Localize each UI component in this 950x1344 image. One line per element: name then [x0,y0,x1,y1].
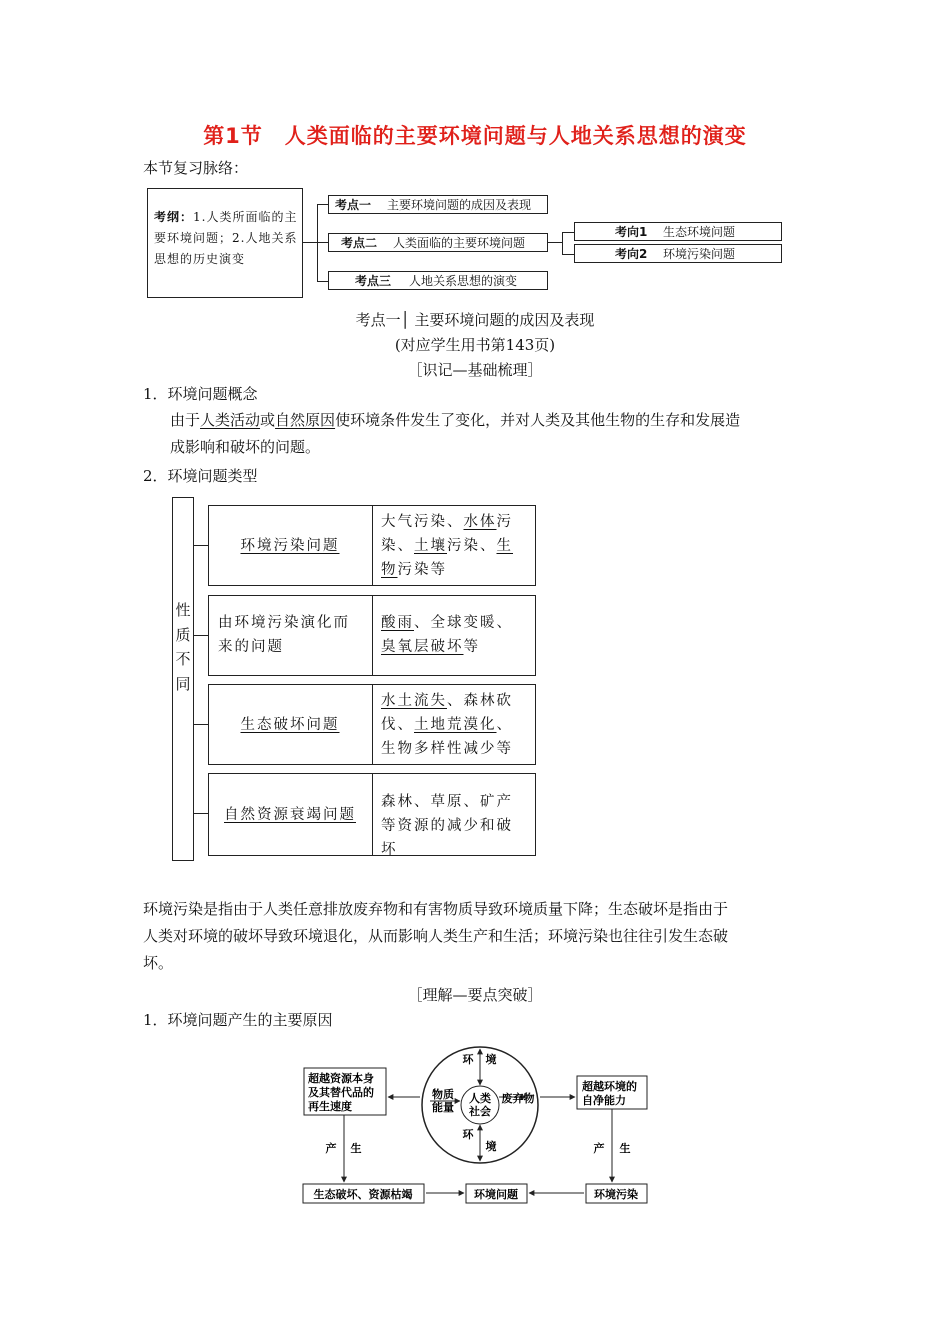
connector [562,232,574,233]
left-box-line-3: 再生速度 [308,1100,352,1113]
connector [562,232,563,254]
item3-title: 1．环境问题产生的主要原因 [143,1011,333,1029]
circle-top-2: 境 [485,1053,497,1066]
produce-left-1: 产 [325,1142,337,1155]
right-box-line-2: 自净能力 [582,1094,626,1107]
type-name: 生态破坏问题 [240,717,340,733]
type-detail: 酸雨、全球变暖、臭氧层破坏等 [381,615,513,655]
circle-right: 废弃物 [501,1092,535,1105]
kaoxiang-1: 考向1 生态环境问题 [574,222,782,241]
understand-heading: ［理解—要点突破］ [407,986,543,1004]
bottom-center-text: 环境问题 [474,1188,518,1201]
kaodian-2: 考点二 人类面临的主要环境问题 [328,233,548,252]
produce-left-2: 生 [350,1142,362,1155]
cause-diagram [290,1035,660,1215]
bottom-right-text: 环境污染 [594,1188,638,1201]
circle-center-1: 人类 [469,1092,491,1105]
outline-text: 1.人类所面临的主要环境问题；2.人地关系思想的历史演变 [154,210,298,266]
right-box-line-1: 超越环境的 [582,1080,637,1093]
memorize-heading: ［识记—基础梳理］ [407,361,543,379]
type-detail: 森林、草原、矿产等资源的减少和破坏 [381,794,513,858]
circle-top-1: 环 [462,1053,474,1066]
connector [303,242,317,243]
bottom-left-text: 生态破坏、资源枯竭 [313,1188,413,1201]
produce-right-2: 生 [619,1142,631,1155]
item1-para-2: 成影响和破坏的问题。 [170,438,321,456]
note-line-1: 环境污染是指由于人类任意排放废弃物和有害物质导致环境质量下降；生态破坏是指由于 [143,900,729,918]
connector [194,545,208,546]
left-box-line-1: 超越资源本身 [308,1072,374,1085]
type-name: 自然资源衰竭问题 [224,807,356,823]
connector [194,813,208,814]
side-label: 性 质 不 同 [175,601,191,693]
type-detail: 水土流失、森林砍伐、土地荒漠化、生物多样性减少等 [381,693,513,757]
connector [562,254,574,255]
page-ref: (对应学生用书第143页) [394,336,556,354]
intro-label: 本节复习脉络： [143,159,249,177]
outline-box [147,188,303,298]
connector [194,724,208,725]
connector [548,242,562,243]
circle-bottom-2: 境 [485,1140,497,1153]
produce-right-1: 产 [593,1142,605,1155]
page-title: 第1节 人类面临的主要环境问题与人地关系思想的演变 [203,124,747,148]
circle-left-2: 能量 [432,1101,454,1114]
section-heading: 考点一│ 主要环境问题的成因及表现 [355,311,595,329]
circle-bottom-1: 环 [462,1128,474,1141]
circle-left-1: 物质 [432,1088,454,1101]
item1-title: 1．环境问题概念 [143,385,258,403]
connector [317,242,328,243]
type-detail: 大气污染、水体污染、土壤污染、生物污染等 [381,514,513,578]
note-line-3: 坏。 [143,954,174,972]
type-name: 由环境污染演化而来的问题 [218,615,350,655]
outline-label: 考纲： [154,210,194,224]
left-box-line-2: 及其替代品的 [308,1086,374,1099]
note-line-2: 人类对环境的破坏导致环境退化，从而影响人类生产和生活；环境污染也往往引发生态破 [143,927,729,945]
kaodian-1: 考点一 主要环境问题的成因及表现 [328,195,548,214]
connector [317,204,328,205]
circle-center-2: 社会 [469,1105,491,1118]
kaodian-3: 考点三 人地关系思想的演变 [328,271,548,290]
item2-title: 2．环境问题类型 [143,467,258,485]
type-name: 环境污染问题 [240,538,340,554]
connector [317,281,328,282]
kaoxiang-2: 考向2 环境污染问题 [574,244,782,263]
item1-para: 由于人类活动或自然原因使环境条件发生了变化，并对人类及其他生物的生存和发展造 [170,411,741,429]
connector [194,635,208,636]
